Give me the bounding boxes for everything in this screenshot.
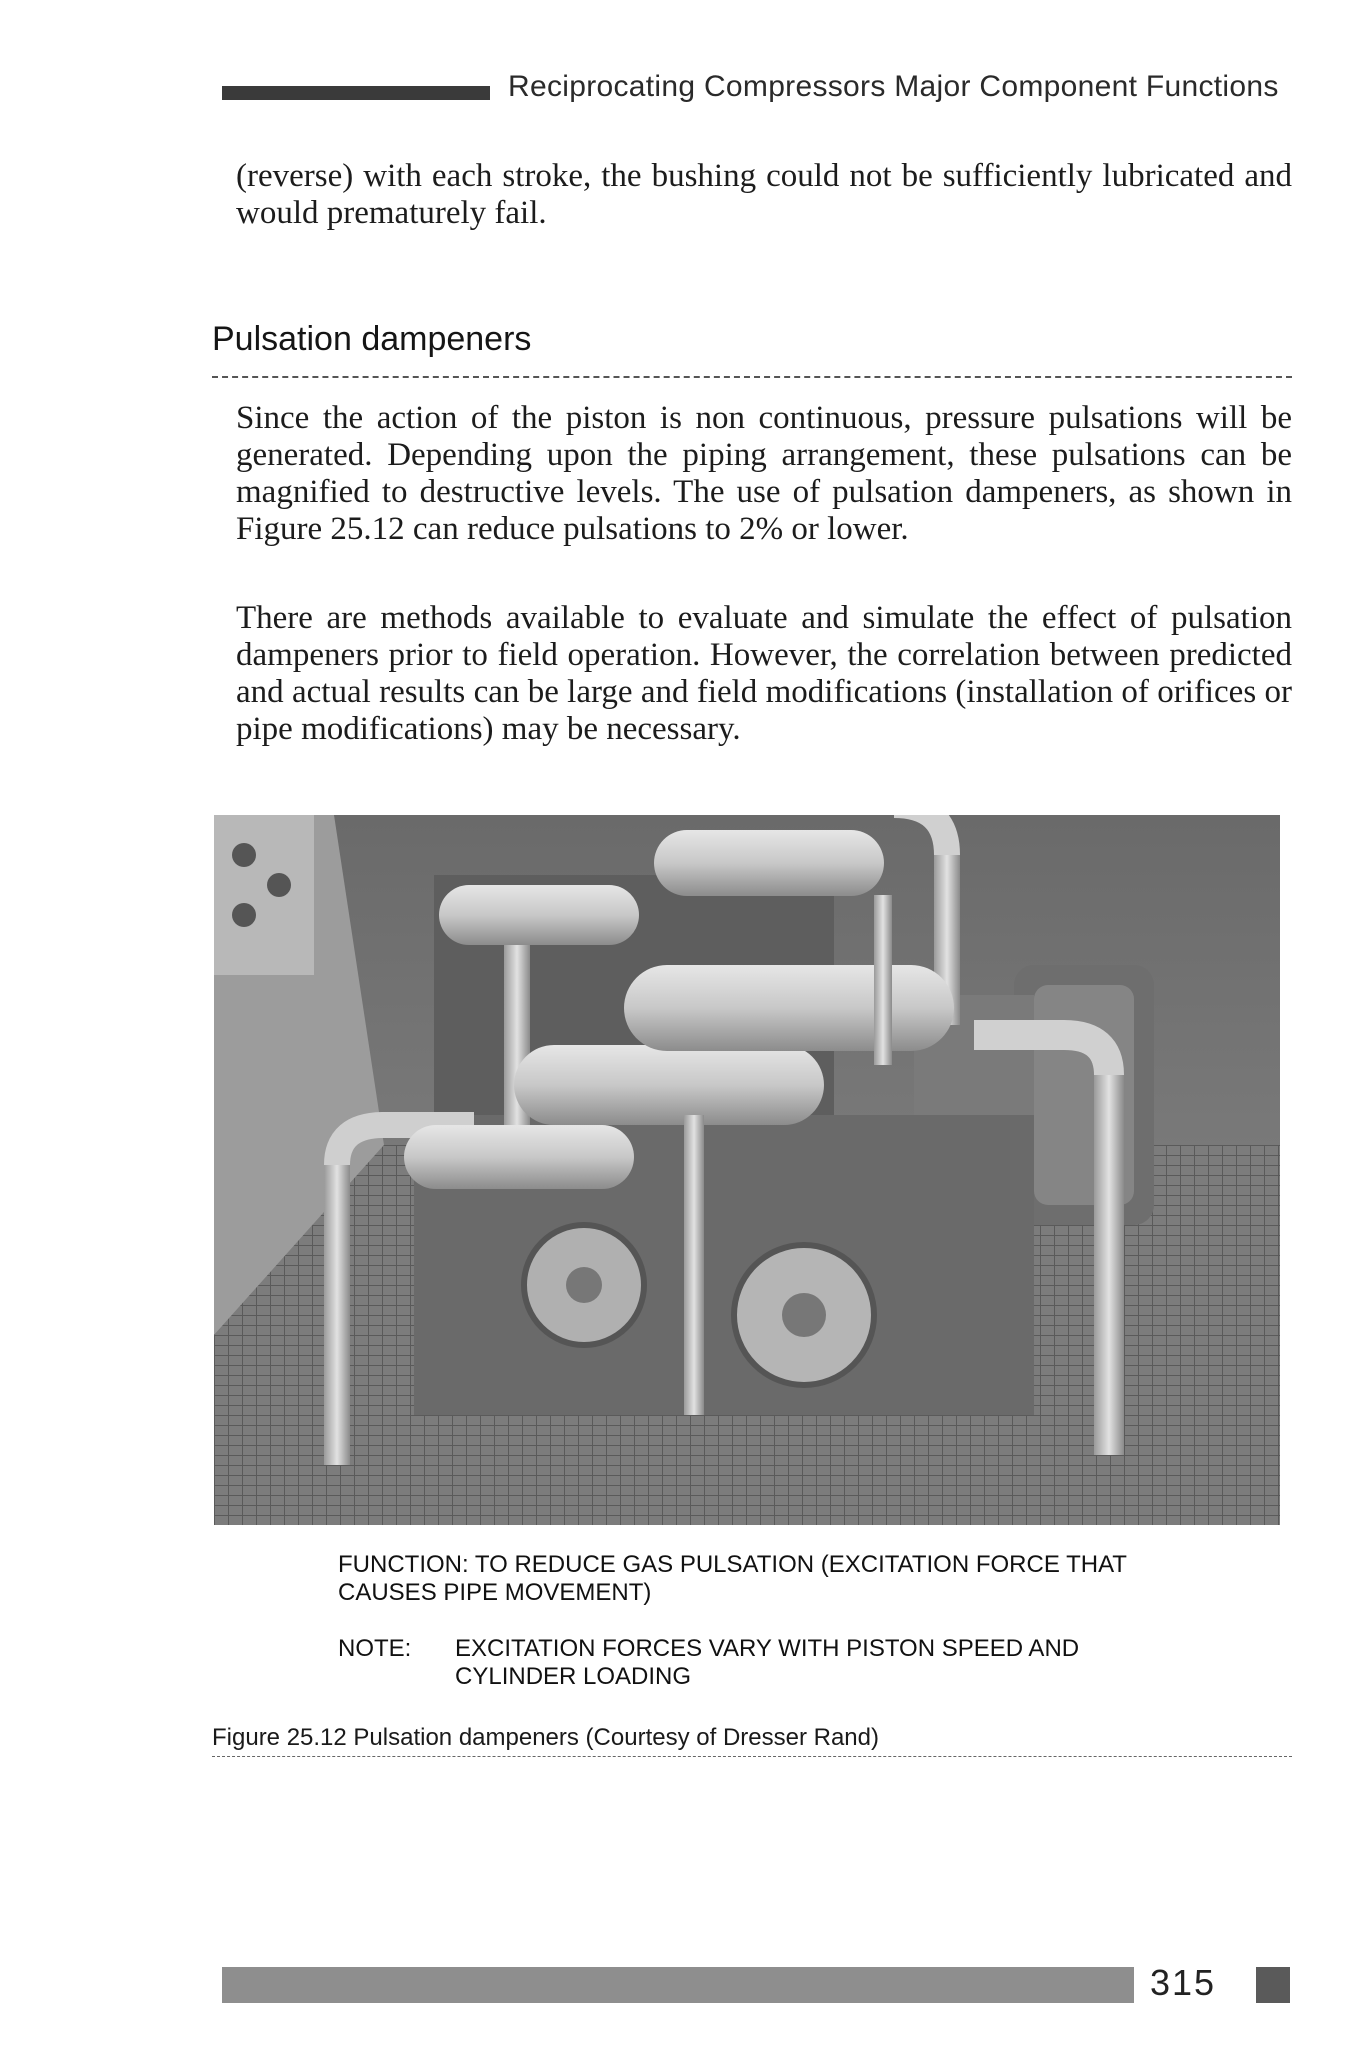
figure-note-label: NOTE: [338, 1635, 412, 1662]
footer-end-block [1256, 1967, 1290, 2003]
paragraph-methods: There are methods available to evaluate and simulate the effect of pulsation dampeners prior to field operation. However, the correlation between predicted and actual results can be large and field modifications (installation of orifices or pipe modifications) may be necessary. [236, 600, 1292, 747]
header-rule-bar [222, 86, 490, 100]
paragraph-pulsations: Since the action of the piston is non continuous, pressure pulsations will be generated. Depending upon the piping arrangement, these pulsations can be magnified to destructive levels. The use of pulsation dampeners, as shown in Figure 25.12 can reduce pulsations to 2% or lower. [236, 400, 1292, 547]
continuation-paragraph: (reverse) with each stroke, the bushing could not be sufficiently lubricated and would prematurely fail. [236, 158, 1292, 231]
page-number: 315 [1150, 1962, 1217, 2003]
figure-note-text: EXCITATION FORCES VARY WITH PISTON SPEED AND CYLINDER LOADING [455, 1635, 1080, 1690]
caption-divider [212, 1756, 1292, 1757]
footer-bar [222, 1967, 1134, 2003]
section-divider [212, 376, 1292, 378]
figure-caption: Figure 25.12 Pulsation dampeners (Courtesy of Dresser Rand) [212, 1724, 879, 1751]
compressor-photo [214, 815, 1280, 1525]
section-heading: Pulsation dampeners [212, 320, 532, 358]
figure-function-text: FUNCTION: TO REDUCE GAS PULSATION (EXCITATION FORCE THAT CAUSES PIPE MOVEMENT) [338, 1551, 1127, 1606]
running-head: Reciprocating Compressors Major Component Functions [508, 70, 1279, 103]
